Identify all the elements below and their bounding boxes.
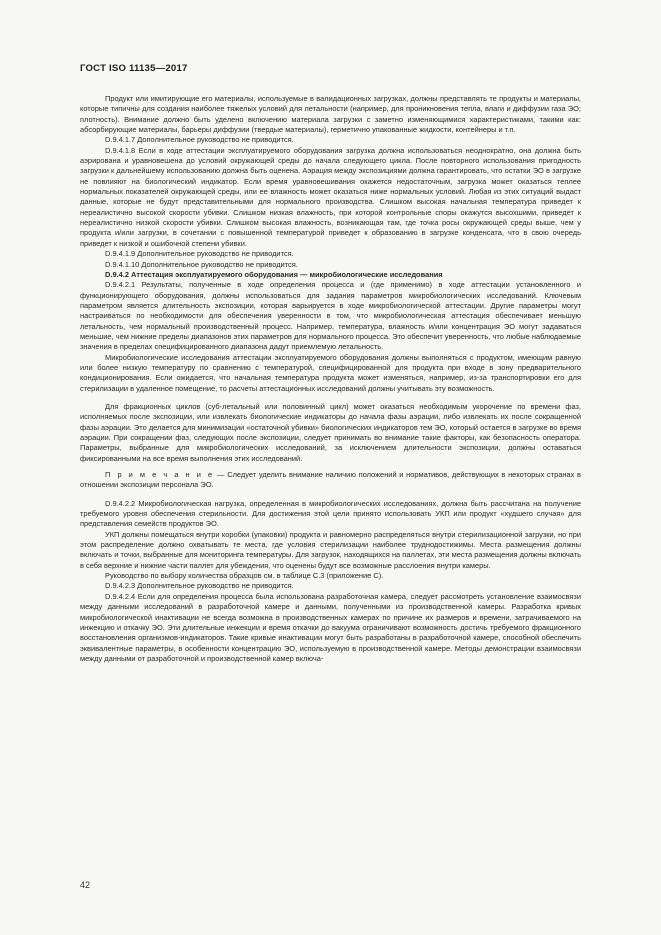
document-body xyxy=(80,94,581,664)
clause-d9418: D.9.4.1.8 Если в ходе аттестации эксплуатируемого оборудования загрузка должна использоваться неоднократно, она должна быть аэрирована и уравновешена до условий окружающей среды до начала следующего цикла. После повторного использования пригодность загрузки к дальнейшему использованию должна быть оценена. Аэрация между экспозициями должна гарантировать, что остатки ЭО в загрузке не повлияют на биологический индикатор. Если время уравновешивания окажется недостаточным, загрузка может оказаться теплее нормальных показателей окружающей среды, или ее влажность может оказаться ниже нормальных условий. Любая из этих ситуаций выдаст данные, которые не будут представительными для нормального производства. Слишком высокая начальная температура приведет к нереалистично высокой скорости убивки. Слишком низкая влажность, при которой контрольные споры окажутся высохшими, приведет к нереалистично низкой скорости убивки. Слишком высокая влажность, возникающая там, где точка росы окружающей среды выше, чем у продукта и/или загрузки, в сочетании с повышенной температурой приведет к образованию в загрузке конденсата, что в свою очередь приведет к низкой и ошибочной степени убивки. xyxy=(80,145,581,248)
note-label: П р и м е ч а н и е xyxy=(105,470,215,480)
paragraph: УКП должны помещаться внутри коробки (упаковки) продукта и равномерно распределяться внутри стерилизационной загрузки, но при этом распределение должно охватывать те места, где условия стерилизации наиболее труднодостижимы. Места размещения должны включать и точки, выбранные для мониторинга температуры. Для загрузок, находящихся на паллетах, эти места размещения должны включать в себя верхние и нижние части паллет для убеждения, что оценены будут все возможные расслоения внутри камеры. xyxy=(80,529,581,570)
paragraph: Микробиологические исследования аттестации эксплуатируемого оборудования должны выполняться с продуктом, имеющим равную или более низкую температуру по сравнению с температурой, специфицированной для продукта при входе в зону предварительного кондиционирования. Если ожидается, что начальная температура продукта может изменяться, например, из-за транспортировки его для стерилизации в удаленное помещение, то расчеты аттестационных исследований должны учитывать эту возможность. xyxy=(80,352,581,393)
clause-d9422: D.9.4.2.2 Микробиологическая нагрузка, определенная в микробиологических исследованиях, должна быть рассчитана на получение требуемого уровня обеспечения стерильности. Для достижения этой цели принято использовать УКП или продукт «худшего случая» для представления семейств продуктов ЭО. xyxy=(80,498,581,529)
section-heading-d942: D.9.4.2 Аттестация эксплуатируемого оборудования — микробиологические исследования xyxy=(105,269,443,279)
note-text: — Следует уделить внимание наличию положений и нормативов, действующих в некоторых странах в отношении экспозиции персонала ЭО. xyxy=(80,470,581,490)
clause-d9421: D.9.4.2.1 Результаты, полученные в ходе определения процесса и (где применимо) в ходе аттестации установленного и функционирующего оборудования, должны использоваться для задания параметров микробиологических исследований. Ключевым параметром является длительность экспозиции, которая варьируется в ходе микробиологической аттестации. Другие параметры могут настраиваться по необходимости для обеспечения уверенности в том, что микробиологическая аттестация обеспечивает меньшую летальность, чем нормальный производственный процесс. Например, температура, влажность и/или концентрация ЭО могут задаваться меньшие, чем нижние пределы диапазонов этих параметров для нормального процесса. Это обеспечит уверенность, что любые наблюдаемые значения в пределах специфицированного диапазона дадут приемлемую летальность. xyxy=(80,280,581,352)
clause-d9417: D.9.4.1.7 Дополнительное руководство не приводится. xyxy=(105,135,294,145)
page-number: 42 xyxy=(80,880,91,890)
paragraph: Для фракционных циклов (суб-летальный или половинный цикл) может оказаться необходимым укорочение по времени фаз, исполняемых после экспозиции, или извлекать биологические индикаторы до начала фазы аэрации, либо извлекать их после сокращенной фазы аэрации. Это делается для минимизации «остаточной убивки» биологических индикаторов тем ЭО, который остается в загрузке во время аэрации. При сокращении фаз, следующих после экспозиции, следует принимать во внимание такие факторы, как безопасность оператора. Параметры, выбранные для микробиологических исследований, за исключением длительности экспозиции, должны оставаться фиксированными на все время выполнения этих исследований. xyxy=(80,401,581,463)
clause-d9423: D.9.4.2.3 Дополнительное руководство не приводится. xyxy=(105,581,294,591)
paragraph: Продукт или имитирующие его материалы, используемые в валидационных загрузках, должны представлять те продукты и материалы, которые типичны для создания наиболее тяжелых условий для летальности (например, для проникновения тепла, влаги и диффузии газа ЭО; плотность). Внимание должно быть уделено включению материала загрузки с заметно изменяющимися характеристиками, такими как: абсорбирующие материалы, барьеры диффузии (твердые материалы), герметично упакованные жидкости, контейнеры и т.п. xyxy=(80,94,581,135)
note xyxy=(80,470,581,491)
clause-d94110: D.9.4.1.10 Дополнительное руководство не приводится. xyxy=(105,259,298,269)
paragraph: Руководство по выбору количества образцов см. в таблице С.3 (приложение С). xyxy=(105,571,384,581)
clause-d9424: D.9.4.2.4 Если для определения процесса была использована разработочная камера, следует рассмотреть установление взаимосвязи между данными исследований в разработочной камере и данными, полученными из производственной камеры. Разработка кривых микробиологической инактивации не всегда возможна в производственных камерах по причине их размеров и времени, затрачиваемого на инжекцию и откачку ЭО. Эти длительные инжекции и время откачки до вакуума ограничивают возможность достичь требуемого фракционного восстановления организмов-индикаторов. Такие кривые инактивации могут быть разработаны в разработочной камере, способной обеспечить эквивалентные параметры, в особенности концентрацию ЭО, используемую в производственной камере. Методы демонстрации взаимосвязи между данными от разработочной и производственной камер включа- xyxy=(80,591,581,663)
document-header: ГОСТ ISO 11135—2017 xyxy=(80,63,188,74)
clause-d9419: D.9.4.1.9 Дополнительное руководство не приводится. xyxy=(105,249,294,259)
